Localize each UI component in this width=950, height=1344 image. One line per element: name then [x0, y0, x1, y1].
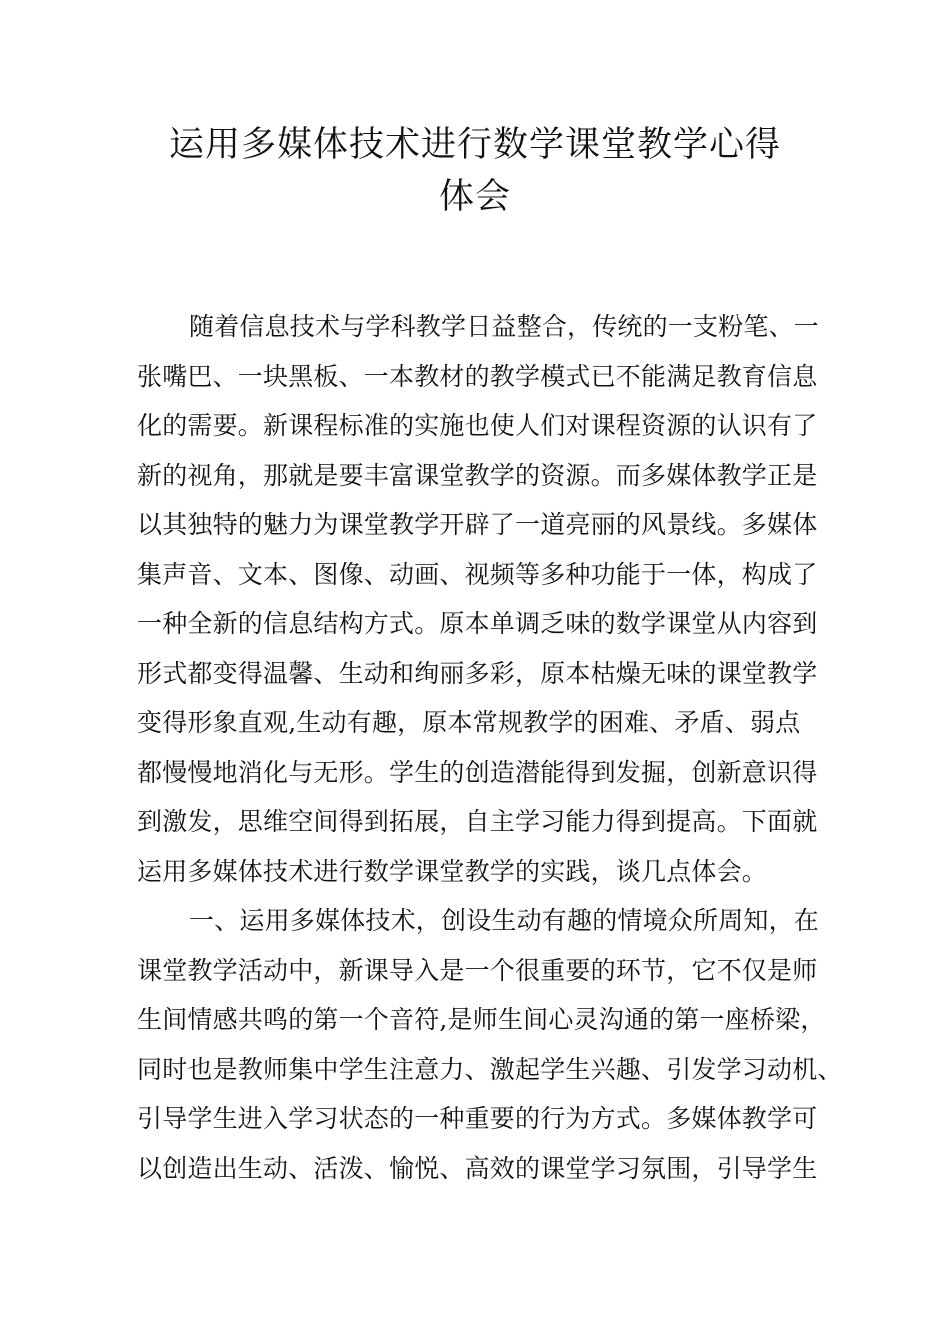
body-line: 变得形象直观,生动有趣，原本常规教学的困难、矛盾、弱点	[137, 708, 801, 737]
body-line: 形式都变得温馨、生动和绚丽多彩，原本枯燥无味的课堂教学	[137, 658, 818, 688]
body-line: 新的视角，那就是要丰富课堂教学的资源。而多媒体教学正是	[137, 460, 818, 490]
body-line: 运用多媒体技术进行数学课堂教学的实践，谈几点体会。	[137, 856, 768, 886]
body-line: 引导学生进入学习状态的一种重要的行为方式。多媒体教学可	[137, 1104, 818, 1133]
body-line: 一种全新的信息结构方式。原本单调乏味的数学课堂从内容到	[137, 609, 818, 638]
body-line: 随着信息技术与学科教学日益整合，传统的一支粉笔、一	[189, 312, 820, 341]
body-line: 同时也是教师集中学生注意力、激起学生兴趣、引发学习动机、	[137, 1054, 843, 1084]
title-line-2: 体会	[438, 177, 511, 218]
body-line: 以其独特的魅力为课堂教学开辟了一道亮丽的风景线。多媒体	[137, 510, 818, 539]
document-title	[120, 119, 830, 223]
title-line-1: 运用多媒体技术进行数学课堂教学心得	[168, 125, 781, 166]
body-line: 张嘴巴、一块黑板、一本教材的教学模式已不能满足教育信息	[137, 361, 818, 391]
document-body	[137, 307, 843, 1198]
body-line: 化的需要。新课程标准的实施也使人们对课程资源的认识有了	[137, 411, 818, 440]
body-line: 以创造出生动、活泼、愉悦、高效的课堂学习氛围，引导学生	[137, 1153, 818, 1183]
body-line: 到激发，思维空间得到拓展，自主学习能力得到提高。下面就	[137, 807, 818, 836]
body-line: 集声音、文本、图像、动画、视频等多种功能于一体，构成了	[137, 559, 818, 589]
body-line: 一、运用多媒体技术，创设生动有趣的情境众所周知，在	[189, 906, 820, 935]
body-line: 生间情感共鸣的第一个音符,是师生间心灵沟通的第一座桥梁，	[137, 1005, 826, 1034]
body-line: 课堂教学活动中，新课导入是一个很重要的环节，它不仅是师	[137, 955, 818, 985]
body-line: 都慢慢地消化与无形。学生的创造潜能得到发掘，创新意识得	[137, 757, 818, 787]
